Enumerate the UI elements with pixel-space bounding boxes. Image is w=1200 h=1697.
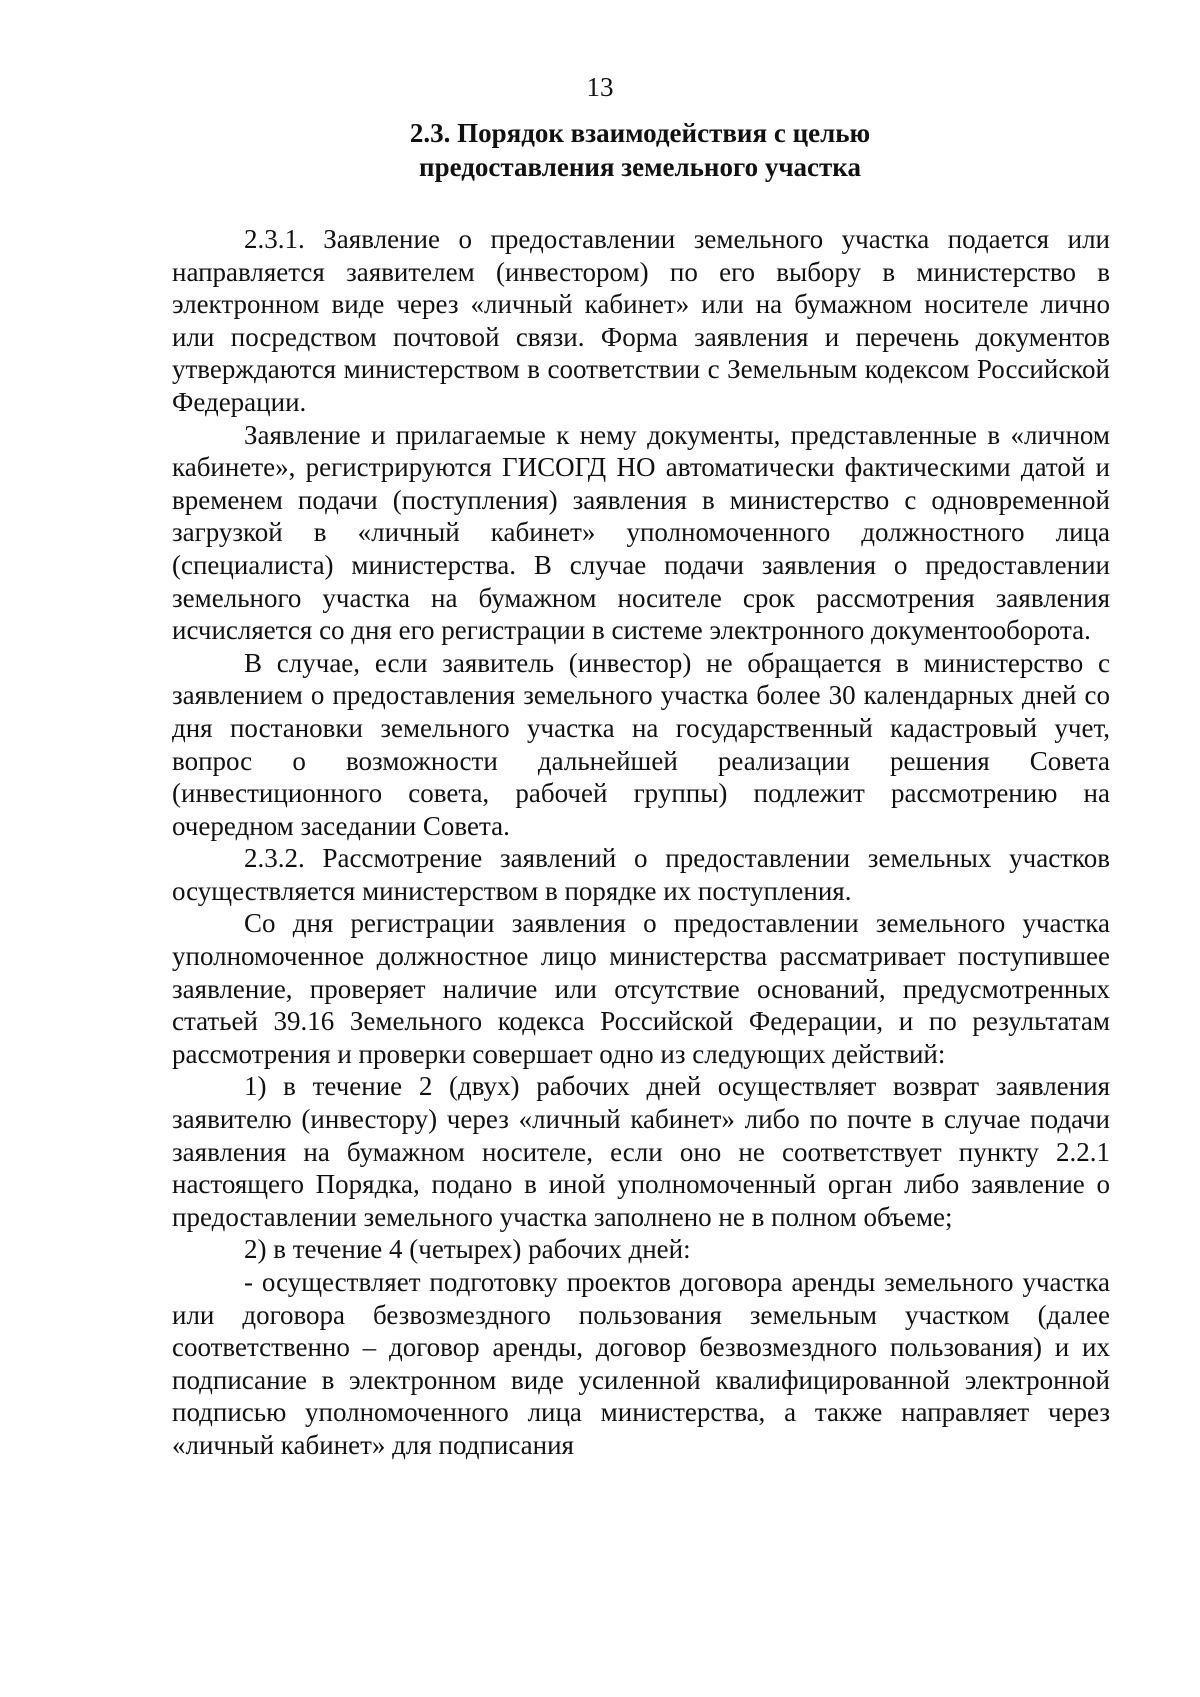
paragraph-2-3-1: 2.3.1. Заявление о предоставлении земельного участка подается или направляется заявителем (инвестором) по его выбору в министерство в электронном виде через «личный кабинет» или на бумажном носителе лично или посредством почтовой связи. Форма заявления и перечень документов утверждаются министерством в соответствии с Земельным кодексом Российской Федерации. bbox=[172, 224, 1110, 417]
list-item-2: 2) в течение 4 (четырех) рабочих дней: bbox=[244, 1234, 691, 1265]
page-number: 13 bbox=[586, 72, 614, 102]
paragraph-30-days: В случае, если заявитель (инвестор) не обращается в министерство с заявлением о предоставления земельного участка более 30 календарных дней со дня постановки земельного участка на государственный кадастровый учет, вопрос о возможности дальнейшей реализации решения Совета (инвестиционного совета, рабочей группы) подлежит рассмотрению на очередном заседании Совета. bbox=[172, 647, 1110, 841]
section-heading bbox=[170, 116, 1110, 184]
body-text bbox=[172, 223, 1110, 1462]
list-item-1: 1) в течение 2 (двух) рабочих дней осуществляет возврат заявления заявителю (инвестору) через «личный кабинет» либо по почте в случае подачи заявления на бумажном носителе, если оно не соответствует пункту 2.2.1 настоящего Порядка, подано в иной уполномоченный орган либо заявление о предоставлении земельного участка заполнено не в полном объеме; bbox=[172, 1071, 1110, 1232]
section-heading-line-1: 2.3. Порядок взаимодействия с целью bbox=[409, 118, 871, 148]
section-heading-line-2: предоставления земельного участка bbox=[419, 152, 861, 182]
paragraph-registration: Заявление и прилагаемые к нему документы, представленные в «личном кабинете», регистрируются ГИСОГД НО автоматически фактическими датой и временем подачи (поступления) заявления в министерство с одновременной загрузкой в «личный кабинет» уполномоченного должностного лица (специалиста) министерства. В случае подачи заявления о предоставлении земельного участка на бумажном носителе срок рассмотрения заявления исчисляется со дня его регистрации в системе электронного документооборота. bbox=[172, 419, 1110, 646]
paragraph-review-actions: Со дня регистрации заявления о предоставлении земельного участка уполномоченное должностное лицо министерства рассматривает поступившее заявление, проверяет наличие или отсутствие оснований, предусмотренных статьей 39.16 Земельного кодекса Российской Федерации, и по результатам рассмотрения и проверки совершает одно из следующих действий: bbox=[172, 908, 1110, 1069]
paragraph-2-3-2: 2.3.2. Рассмотрение заявлений о предоставлении земельных участков осуществляется министерством в порядке их поступления. bbox=[172, 843, 1110, 906]
list-item-2-dash: - осуществляет подготовку проектов договора аренды земельного участка или договора безвозмездного пользования земельным участком (далее соответственно – договор аренды, договор безвозмездного пользования) и их подписание в электронном виде усиленной квалифицированной электронной подписью уполномоченного лица министерства, а также направляет через «личный кабинет» для подписания bbox=[172, 1267, 1110, 1460]
